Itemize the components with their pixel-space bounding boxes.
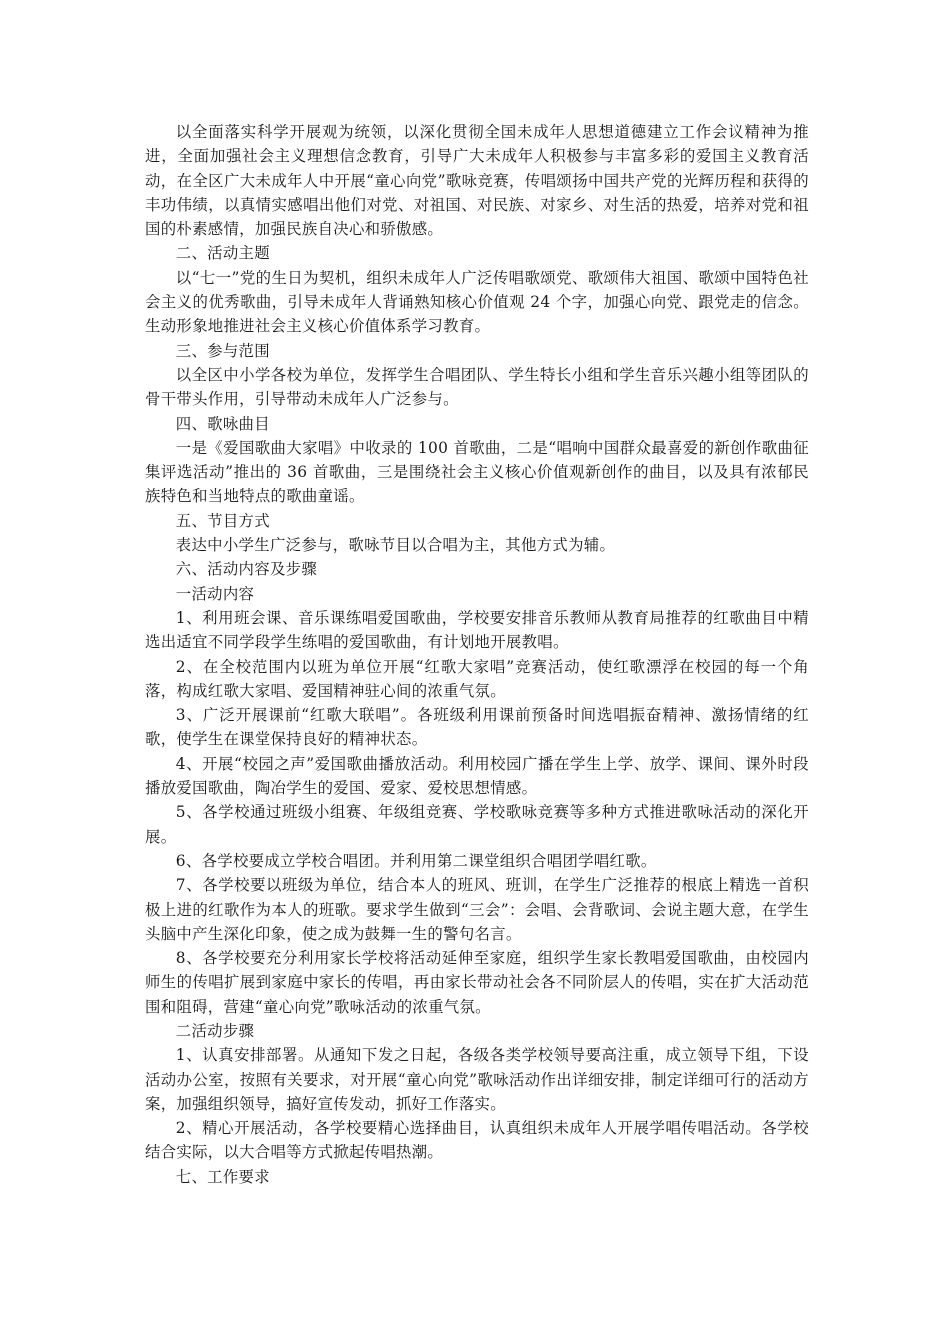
content-item-3: 3、广泛开展课前“红歌大联唱”。各班级利用课前预备时间选唱振奋精神、激扬情绪的红歌，使学生在课堂保持良好的精神状态。 bbox=[145, 706, 809, 749]
content-item-2: 2、在全校范围内以班为单位开展“红歌大家唱”竞赛活动，使红歌漂浮在校园的每一个角落，构成红歌大家唱、爱国精神驻心间的浓重气氛。 bbox=[145, 657, 809, 700]
content-item-8: 8、各学校要充分利用家长学校将活动延伸至家庭，组织学生家长教唱爱国歌曲，由校园内师生的传唱扩展到家庭中家长的传唱，再由家长带动社会各不同阶层人的传唱，实在扩大活动范围和阻碍，营建“童心向党”歌咏活动的浓重气氛。 bbox=[145, 949, 809, 1016]
theme-paragraph: 以“七一”党的生日为契机，组织未成年人广泛传唱歌颂党、歌颂伟大祖国、歌颂中国特色社会主义的优秀歌曲，引导未成年人背诵熟知核心价值观 24 个字，加强心向党、跟党走的信念。生动形象地推进社会主义核心价值体系学习教育。 bbox=[145, 268, 809, 336]
scope-paragraph: 以全区中小学各校为单位，发挥学生合唱团队、学生特长小组和学生音乐兴趣小组等团队的骨干带头作用，引导带动未成年人广泛参与。 bbox=[145, 365, 809, 409]
content-item-7: 7、各学校要以班级为单位，结合本人的班风、班训，在学生广泛推荐的根底上精选一首积极上进的红歌作为本人的班歌。要求学生做到“三会”：会唱、会背歌词、会说主题大意，在学生头脑中产生深化印象，使之成为鼓舞一生的警句名言。 bbox=[145, 876, 809, 943]
section-heading-requirements: 七、工作要求 bbox=[175, 1167, 270, 1186]
document-page bbox=[145, 120, 809, 1189]
steps-item-1: 1、认真安排部署。从通知下发之日起，各级各类学校领导要高注重，成立领导下组，下设活动办公室，按照有关要求，对开展“童心向党”歌咏活动作出详细安排，制定详细可行的活动方案，加强组织领导，搞好宣传发动，抓好工作落实。 bbox=[145, 1046, 809, 1113]
subheading-content: 一活动内容 bbox=[175, 584, 255, 603]
songs-paragraph: 一是《爱国歌曲大家唱》中收录的 100 首歌曲，二是“唱响中国群众最喜爱的新创作歌曲征集评选活动”推出的 36 首歌曲，三是围绕社会主义核心价值观新创作的曲目，以及具有浓郁民族特色和当地特点的歌曲童谣。 bbox=[145, 438, 809, 506]
format-paragraph: 表达中小学生广泛参与，歌咏节目以合唱为主，其他方式为辅。 bbox=[175, 536, 616, 555]
content-item-4: 4、开展“校园之声”爱国歌曲播放活动。利用校园广播在学生上学、放学、课间、课外时段播放爱国歌曲，陶冶学生的爱国、爱家、爱校思想情感。 bbox=[145, 754, 809, 798]
section-heading-theme: 二、活动主题 bbox=[175, 244, 270, 263]
content-item-5: 5、各学校通过班级小组赛、年级组竞赛、学校歌咏竞赛等多种方式推进歌咏活动的深化开展。 bbox=[145, 803, 809, 846]
content-item-6: 6、各学校要成立学校合唱团。并利用第二课堂组织合唱团学唱红歌。 bbox=[175, 851, 657, 870]
section-heading-songs: 四、歌咏曲目 bbox=[175, 414, 270, 433]
steps-item-2: 2、精心开展活动，各学校要精心选择曲目，认真组织未成年人开展学唱传唱活动。各学校结合实际，以大合唱等方式掀起传唱热潮。 bbox=[145, 1119, 809, 1162]
subheading-steps: 二活动步骤 bbox=[175, 1021, 255, 1040]
intro-paragraph: 以全面落实科学开展观为统领，以深化贯彻全国未成年人思想道德建立工作会议精神为推进，全面加强社会主义理想信念教育，引导广大未成年人积极参与丰富多彩的爱国主义教育活动，在全区广大未成年人中开展“童心向党”歌咏竞赛，传唱颂扬中国共产党的光辉历程和获得的丰功伟绩，以真情实感唱出他们对党、对祖国、对民族、对家乡、对生活的热爱，培养对党和祖国的朴素感情，加强民族自决心和骄傲感。 bbox=[145, 123, 809, 239]
section-heading-scope: 三、参与范围 bbox=[175, 341, 270, 360]
content-item-1: 1、利用班会课、音乐课练唱爱国歌曲，学校要安排音乐教师从教育局推荐的红歌曲目中精选出适宜不同学段学生练唱的爱国歌曲，有计划地开展教唱。 bbox=[145, 608, 809, 652]
section-heading-content-steps: 六、活动内容及步骤 bbox=[175, 560, 318, 579]
section-heading-format: 五、节目方式 bbox=[175, 511, 270, 530]
